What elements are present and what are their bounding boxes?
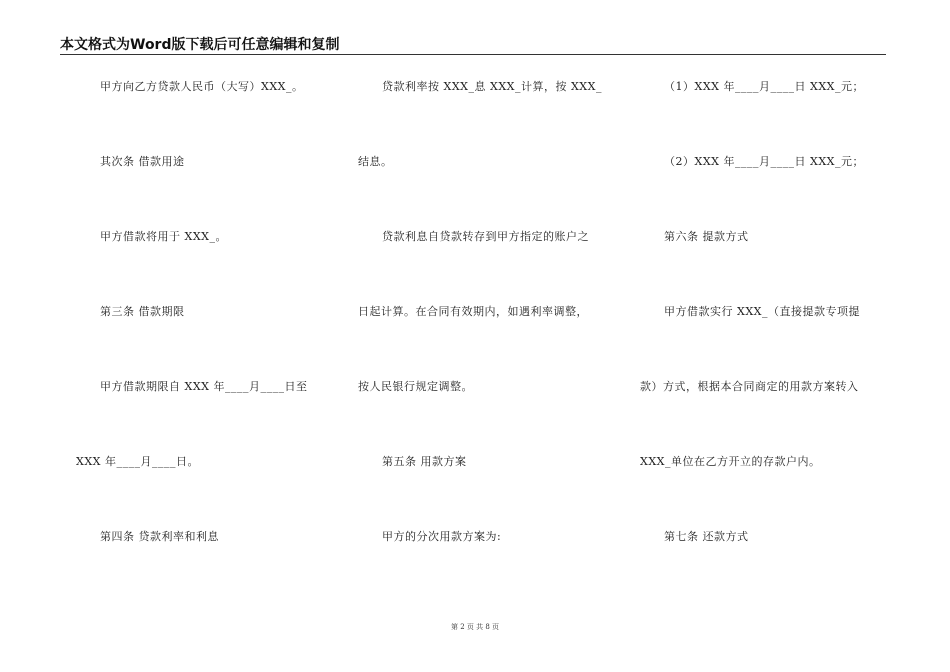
section-heading: 第六条 提款方式 <box>664 230 749 243</box>
section-heading: 第四条 贷款利率和利息 <box>100 530 219 543</box>
text-line: 甲方向乙方贷款人民币（大写）XXX_。 <box>100 80 304 93</box>
section-heading: 其次条 借款用途 <box>100 155 185 168</box>
text-line: 甲方借款将用于 XXX_。 <box>100 230 227 243</box>
document-header <box>60 34 886 55</box>
text-line: 款）方式，根据本合同商定的用款方案转入 <box>640 380 859 393</box>
text-line: （2）XXX 年____月____日 XXX_元； <box>664 155 864 168</box>
text-line: 日起计算。在合同有效期内，如遇利率调整， <box>358 305 588 318</box>
text-line: 结息。 <box>358 155 393 168</box>
text-line: 贷款利率按 XXX_息 XXX_计算，按 XXX_ <box>382 80 602 93</box>
section-heading: 第七条 还款方式 <box>664 530 749 543</box>
text-line: XXX 年____月____日。 <box>76 455 199 468</box>
section-heading: 第三条 借款期限 <box>100 305 185 318</box>
text-line: 甲方借款实行 XXX_（直接提款专项提 <box>664 305 860 318</box>
text-line: （1）XXX 年____月____日 XXX_元； <box>664 80 864 93</box>
page-number: 第 2 页 共 8 页 <box>450 623 500 631</box>
text-line: 甲方的分次用款方案为: <box>382 530 502 543</box>
text-line: XXX_单位在乙方开立的存款户内。 <box>640 455 821 468</box>
text-line: 按人民银行规定调整。 <box>358 380 473 393</box>
section-heading: 第五条 用款方案 <box>382 455 467 468</box>
text-line: 贷款利息自贷款转存到甲方指定的账户之 <box>382 230 589 243</box>
text-line: 甲方借款期限自 XXX 年____月____日至 <box>100 380 308 393</box>
header-title: 本文格式为Word版下载后可任意编辑和复制 <box>60 37 340 53</box>
